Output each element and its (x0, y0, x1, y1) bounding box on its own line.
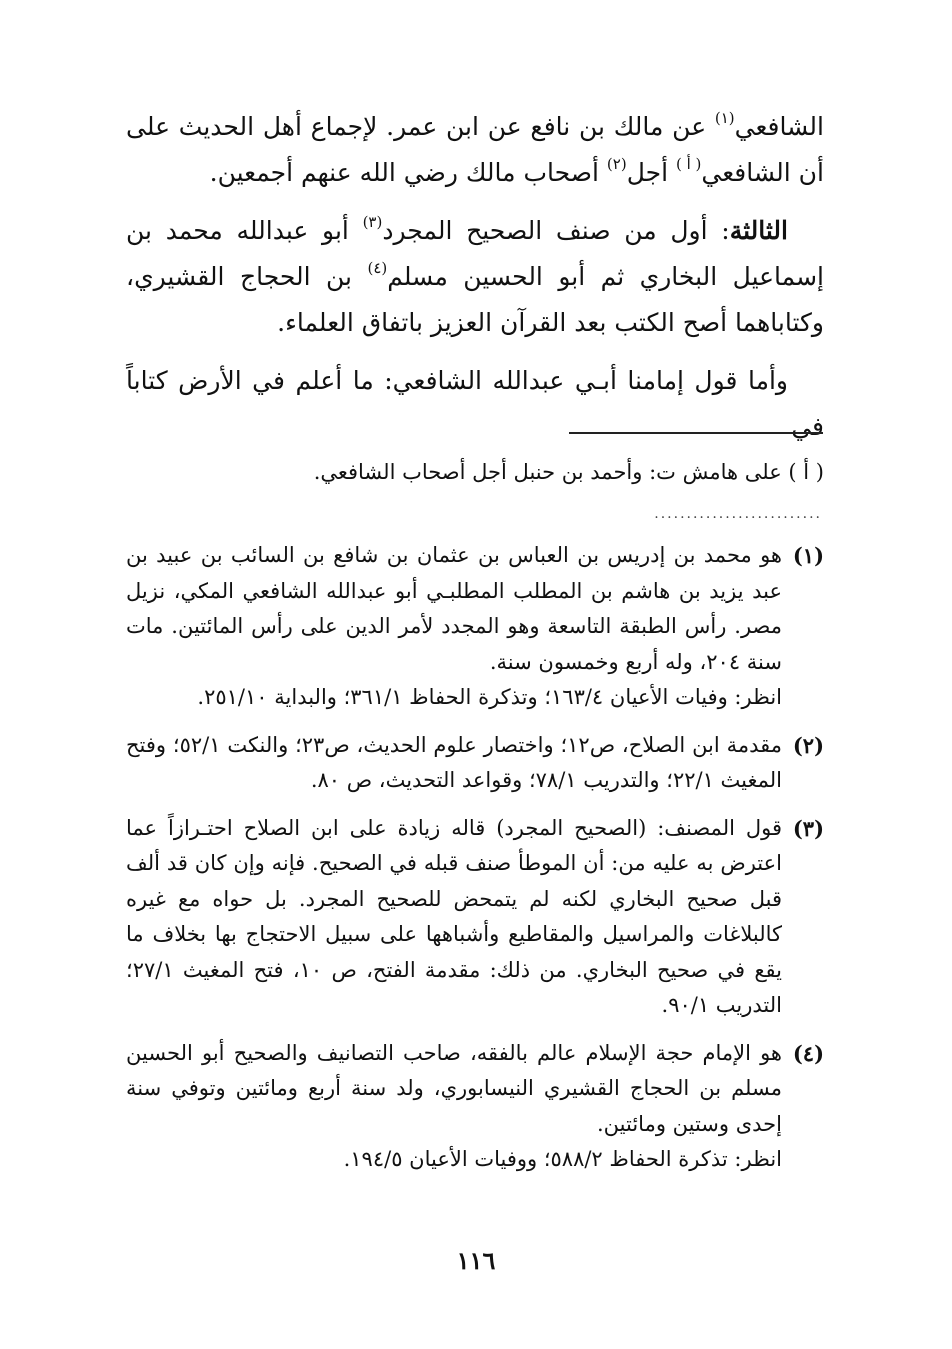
text-run: بن الحجاج القشيري، وكتاباهما أصح الكتب بعد القرآن العزيز باتفاق العلماء. (126, 262, 824, 337)
paragraph-2 (126, 208, 824, 346)
footnotes (126, 538, 824, 1190)
footnote-body (126, 811, 782, 1024)
marginal-ref-a[interactable]: ( أ ) (675, 154, 702, 173)
paragraph-1 (126, 104, 824, 196)
paragraph-3: وأما قول إمامنا أبـي عبدالله الشافعي: ما أعلم في الأرض كتاباً في (126, 366, 824, 441)
footnote-ref-4[interactable]: (٤) (367, 258, 388, 277)
footnote-number: (٣) (792, 815, 824, 841)
footnote-ref-2[interactable]: (٢) (606, 154, 627, 173)
footnote-line: انظر: وفيات الأعيان ١٦٣/٤؛ وتذكرة الحفاظ ٣٦١/١؛ والبداية ٢٥١/١٠. (197, 685, 782, 709)
footnote-1 (126, 538, 824, 716)
footnote-separator (569, 432, 823, 434)
footnote-line: هو محمد بن إدريس بن العباس بن عثمان بن شافع بن السائب بن عبيد بن عبد يزيد بن هاشم بن المطلب المطلبـي أبو عبدالله الشافعي المكي، نزيل مصر. رأس الطبقة التاسعة وهو المجدد لأمر الدين على رأس المائتين. مات سنة ٢٠٤، وله أربع وخمسون سنة. (126, 543, 782, 674)
text-run: عن مالك بن نافع عن ابن عمر. لإجماع أهل الحديث على أن الشافعي (126, 112, 824, 187)
footnote-body (126, 728, 782, 799)
footnote-body (126, 538, 782, 716)
footnote-4 (126, 1036, 824, 1178)
main-text (126, 104, 824, 450)
text-run: أبو عبدالله محمد بن إسماعيل البخاري ثم أبو الحسين مسلم (126, 216, 824, 291)
footnote-line: انظر: تذكرة الحفاظ ٥٨٨/٢؛ ووفيات الأعيان ١٩٤/٥. (343, 1147, 782, 1171)
section-heading: الثالثة (729, 216, 788, 245)
footnote-line: قول المصنف: (الصحيح المجرد) قاله زيادة على ابن الصلاح احتـرازاً عما اعترض به عليه من: أن الموطأ صنف قبله في الصحيح. فإنه وإن كان قد ألف قبل صحيح البخاري لكنه لم يتمحض للصحيح المجرد. بل حواه مع غيره كالبلاغات والمراسيل والمقاطيع وأشباهها على سبيل الاحتجاج بها بخلاف ما يقع في صحيح البخاري. من ذلك: مقدمة الفتح، ص ١٠، فتح المغيث ٢٧/١؛ التدريب ٩٠/١. (126, 815, 782, 1017)
text-run: أجل (626, 158, 676, 187)
footnote-3 (126, 811, 824, 1024)
page-number: ١١٦ (456, 1246, 496, 1275)
text-run: أصحاب مالك رضي الله عنهم أجمعين. (209, 158, 607, 187)
footnote-number: (٤) (792, 1040, 824, 1066)
footnote-line: هو الإمام حجة الإسلام عالم بالفقه، صاحب التصانيف والصحيح أبو الحسين مسلم بن الحجاج القشيري النيسابوري، ولد سنة أربع ومائتين وتوفي سنة إحدى وستين ومائتين. (126, 1040, 782, 1136)
text-run: : أول من صنف الصحيح المجرد (382, 216, 730, 245)
footnote-ref-1[interactable]: (١) (714, 108, 735, 127)
footnote-ref-3[interactable]: (٣) (362, 212, 383, 231)
marginal-note: ( أ ) على هامش ت: وأحمد بن حنبل أجل أصحاب الشافعي. (313, 460, 824, 484)
text-run: الشافعي (734, 112, 824, 141)
footnote-number: (٢) (792, 732, 824, 758)
dotted-separator: .......................... (654, 506, 822, 522)
footnote-body (126, 1036, 782, 1178)
footnote-line: مقدمة ابن الصلاح، ص١٢؛ واختصار علوم الحديث، ص٢٣؛ والنكت ٥٢/١؛ وفتح المغيث ٢٢/١؛ والتدريب ٧٨/١؛ وقواعد التحديث، ص ٨٠. (126, 732, 782, 792)
footnote-2 (126, 728, 824, 799)
footnote-number: (١) (792, 543, 824, 568)
